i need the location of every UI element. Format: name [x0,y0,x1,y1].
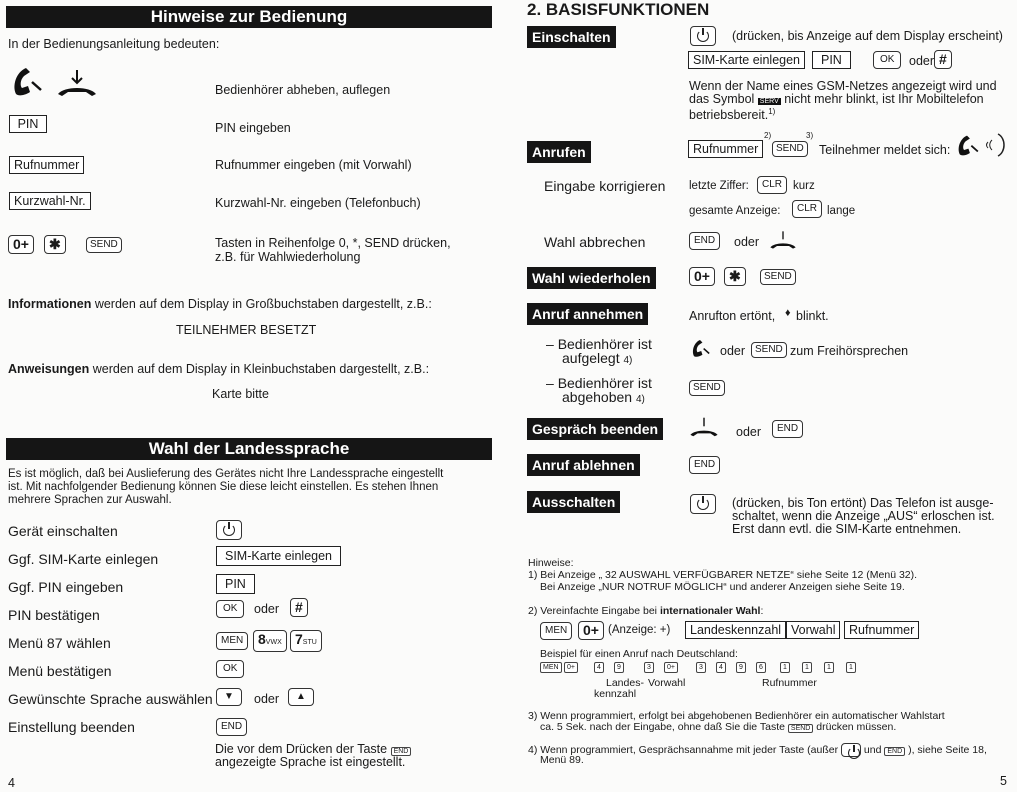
example-key-row [540,662,880,674]
kurzwahl-box: Kurzwahl-Nr. [9,192,91,210]
ex-0-key: 0+ [564,662,578,673]
anweisung-line [8,362,429,376]
key-star: ✱ [44,235,66,254]
letzte-ziffer: letzte Ziffer: [689,180,749,192]
label-rufnummer: Rufnummer [762,677,817,689]
ok-key: OK [216,600,244,618]
send-key-right-4: SEND [689,380,725,396]
note-1a: 1) Bei Anzeige „ 32 AUSWAHL VERFÜGBARER NETZE“ siehe Seite 12 (Menü 32). [528,569,918,581]
down-key: ▼ [216,688,242,706]
oder-right-2: oder [734,235,760,249]
lang-intro-2: ist. Mit nachfolgender Bedienung können Sie diese leicht einstellen. Es stehen Ihnen [8,481,439,493]
step-2: Ggf. SIM-Karte einlegen [8,551,159,567]
bullet-abgehoben-2 [562,389,645,408]
left-intro: In der Bedienungsanleitung bedeuten: [8,37,220,51]
einschalten-text: (drücken, bis Anzeige auf dem Display erscheint) [732,29,1003,43]
row-desc-handset: Bedienhörer abheben, auflegen [215,83,391,97]
key-zero-right-2: 0+ [578,621,604,640]
handset-lift-icon-2 [954,132,980,158]
bell-icon: ♦ [785,307,791,319]
lang-title: Wahl der Landessprache [148,439,350,458]
page-number-left: 4 [8,776,15,790]
info-example: TEILNEHMER BESETZT [176,323,317,337]
key-8 [253,630,287,652]
note-1b: Bei Anzeige „NUR NOTRUF MÖGLICH“ und anderer Anzeigen siehe Seite 19. [540,581,905,593]
anweisung-bold: Anweisungen [8,362,90,376]
step-8: Einstellung beenden [8,719,135,735]
left-title-banner [6,6,492,28]
anrufton: Anrufton ertönt, [689,309,776,323]
label-vorwahl: Vorwahl [648,677,686,689]
note-3a: 3) Wenn programmiert, erfolgt bei abgehobenen Bedienhörer ein automatischer Wahlstart [528,710,945,722]
bullet-abgehoben-1: – Bedienhörer ist [546,375,652,391]
gsm-2b: nicht mehr blinkt, ist Ihr Mobiltelefon [784,92,984,106]
power-key-inline-icon [841,743,861,757]
step-3: Ggf. PIN eingeben [8,579,124,595]
send-key-right-2: SEND [760,269,796,285]
power-key-icon-2 [690,26,716,46]
men-key: MEN [216,632,248,650]
end-key-inline-2: END [884,747,905,756]
clr-key-2: CLR [792,200,822,218]
end-key-right-2: END [772,420,803,438]
abgehoben-2: abgehoben [562,389,633,405]
step-7: Gewünschte Sprache auswählen [8,691,213,707]
gsm-sup: 1) [768,107,776,116]
ex-1c-key: 1 [824,662,834,673]
note-4a: 4) Wenn programmiert, Gesprächsannahme mit jeder Taste (außer [528,743,839,756]
ex-1a-key: 1 [780,662,790,673]
note-2c: : [760,605,764,617]
einschalten-label: Einschalten [527,26,616,48]
lang-intro-1: Es ist möglich, daß bei Auslieferung des Gerätes nicht Ihre Landessprache eingestellt [8,468,444,480]
ok-key-right: OK [873,51,901,69]
send-key-right: SEND [772,141,808,157]
bullet-aufgelegt-1: – Bedienhörer ist [546,336,652,352]
note-3-line [540,721,896,733]
row-desc-kurzwahl: Kurzwahl-Nr. eingeben (Telefonbuch) [215,196,421,210]
info-bold: Informationen [8,297,92,311]
note-2a: 2) Vereinfachte Eingabe bei [528,605,660,617]
aus-line-2: schaltet, wenn die Anzeige „AUS“ erloschen ist. [732,509,995,523]
hash-key-right: # [934,50,952,69]
rufnummer-box: Rufnummer [9,156,84,174]
info-line [8,297,432,311]
final-line-1 [215,742,411,756]
serv-icon: SERV [759,98,779,105]
bullet-aufgelegt-2 [562,350,632,369]
note-4c: ), siehe Seite 18, [908,743,987,756]
freihoer: zum Freihörsprechen [790,344,909,358]
meldet-text: Teilnehmer meldet sich: [819,143,951,157]
key-7 [290,630,322,652]
oder-1: oder [254,602,280,616]
anzeige-plus: (Anzeige: +) [608,624,671,636]
ex-4-key: 4 [594,662,604,673]
abgehoben-1: Bedienhörer ist [557,375,652,391]
aufgelegt-1: Bedienhörer ist [557,336,652,352]
wahl-abbrechen: Wahl abbrechen [544,234,646,250]
up-key: ▲ [288,688,314,706]
key-zero: 0+ [8,235,34,254]
key-zero-right: 0+ [689,267,715,286]
note-2-line [528,605,763,617]
info-rest: werden auf dem Display in Großbuchstaben dargestellt, z.B.: [91,297,432,311]
right-title: 2. BASISFUNKTIONEN [527,0,710,19]
sim-card-box: SIM-Karte einlegen [216,546,341,566]
end-key-right: END [689,232,720,250]
gsm-line-1: Wenn der Name eines GSM-Netzes angezeigt wird und [689,79,997,93]
eingabe-korr: Eingabe korrigieren [544,178,666,194]
oder-2: oder [254,692,280,706]
pin-box-right: PIN [812,51,851,69]
key-send: SEND [86,237,122,253]
label-landes-1: Landes- [606,677,644,689]
handset-hangup-icon-3 [689,416,719,438]
power-key-icon [216,520,242,540]
label-landes-2: kennzahl [594,688,637,700]
note-2bold: internationaler Wahl [659,605,761,617]
beispiel: Beispiel für einen Anruf nach Deutschland: [540,648,738,660]
send-key-right-3: SEND [751,342,787,358]
handset-hangup-icon-2 [768,230,798,250]
sup-4b: 4) [635,394,645,405]
gsm-line-3 [689,105,775,122]
aus-line-1: (drücken, bis Ton ertönt) Das Telefon ist ausge- [732,496,994,510]
key-7-label: 7 [295,631,303,647]
row-desc-rufnummer: Rufnummer eingeben (mit Vorwahl) [215,158,412,172]
sup-3: 3) [806,131,814,140]
ex-0b-key: 0+ [664,662,678,673]
page-number-right: 5 [1000,774,1007,788]
pin-box: PIN [9,115,47,133]
oder-right-1: oder [909,54,935,68]
sup-2: 2) [764,131,772,140]
handset-lift-icon [8,64,44,98]
lange: lange [827,205,856,217]
wahl-wiederholen-label: Wahl wiederholen [527,267,656,289]
gesamte-anzeige: gesamte Anzeige: [689,205,781,217]
anrufen-label: Anrufen [527,141,591,163]
left-title: Hinweise zur Bedienung [150,7,348,26]
step-4: PIN bestätigen [8,607,100,623]
row-desc-pin: PIN eingeben [215,121,291,135]
men-key-right: MEN [540,622,572,640]
end-key-right-3: END [689,456,720,474]
rufnummer-box-intl: Rufnummer [844,621,919,639]
handset-lift-icon-3 [689,337,711,359]
speaker-face-icon [984,132,1008,158]
end-key: END [216,718,247,736]
gsm-2a: das Symbol [689,92,755,106]
gespraech-label: Gespräch beenden [527,418,663,440]
hinweise: Hinweise: [528,557,574,569]
landeskennzahl-box: Landeskennzahl [685,621,786,639]
ex-3-key: 3 [644,662,654,673]
sup-4a: 4) [623,355,633,366]
lang-title-banner [6,438,492,460]
clr-key-1: CLR [757,176,787,194]
ex-9-key: 9 [614,662,624,673]
step-1: Gerät einschalten [8,523,118,539]
vorwahl-box: Vorwahl [786,621,840,639]
ex-men-key: MEN [540,662,562,673]
row-desc-keys: Tasten in Reihenfolge 0, *, SEND drücken, [215,236,451,250]
row-desc-keys-2: z.B. für Wahlwiederholung [215,250,361,264]
aus-line-3: Erst dann evtl. die SIM-Karte entnehmen. [732,522,962,536]
lang-intro-3: mehrere Sprachen zur Auswahl. [8,494,172,506]
send-key-inline: SEND [788,724,813,733]
key-star-right: ✱ [724,267,746,286]
gsm-3: betriebsbereit. [689,108,769,123]
oder-right-3: oder [720,344,746,358]
ex-4b-key: 4 [716,662,726,673]
ex-1d-key: 1 [846,662,856,673]
note-4d: Menü 89. [540,754,584,766]
aufgelegt-2: aufgelegt [562,350,620,366]
oder-right-4: oder [736,425,762,439]
key-8-sub: VWX [265,639,282,646]
anruf-annehmen-label: Anruf annehmen [527,303,648,325]
final-1: Die vor dem Drücken der Taste [215,742,388,756]
hash-key: # [290,598,308,617]
ok-key-2: OK [216,660,244,678]
ex-3b-key: 3 [696,662,706,673]
step-5: Menü 87 wählen [8,635,111,651]
anweisung-rest: werden auf dem Display in Kleinbuchstaben dargestellt, z.B.: [89,362,430,376]
end-key-inline: END [391,747,412,756]
sim-box-right: SIM-Karte einlegen [688,51,805,69]
power-key-icon-3 [690,494,716,514]
note-3c: drücken müssen. [816,721,897,733]
blinkt: blinkt. [796,309,829,323]
final-line-2: angezeigte Sprache ist eingestellt. [215,755,406,769]
handset-hangup-icon [56,68,98,98]
ex-9b-key: 9 [736,662,746,673]
ex-6-key: 6 [756,662,766,673]
anruf-ablehnen-label: Anruf ablehnen [527,454,640,476]
pin-entry-box: PIN [216,574,255,594]
anweisung-example: Karte bitte [212,387,269,401]
note-3b: ca. 5 Sek. nach der Eingabe, ohne daß Sie die Taste [540,721,785,733]
ex-1b-key: 1 [802,662,812,673]
key-8-label: 8 [258,631,266,647]
rufnummer-box-right: Rufnummer [688,140,763,158]
step-6: Menü bestätigen [8,663,112,679]
ausschalten-label: Ausschalten [527,491,620,513]
kurz: kurz [793,180,815,192]
note-4b: und [863,743,882,756]
key-7-sub: STU [302,639,317,646]
note-4-line [528,743,987,757]
